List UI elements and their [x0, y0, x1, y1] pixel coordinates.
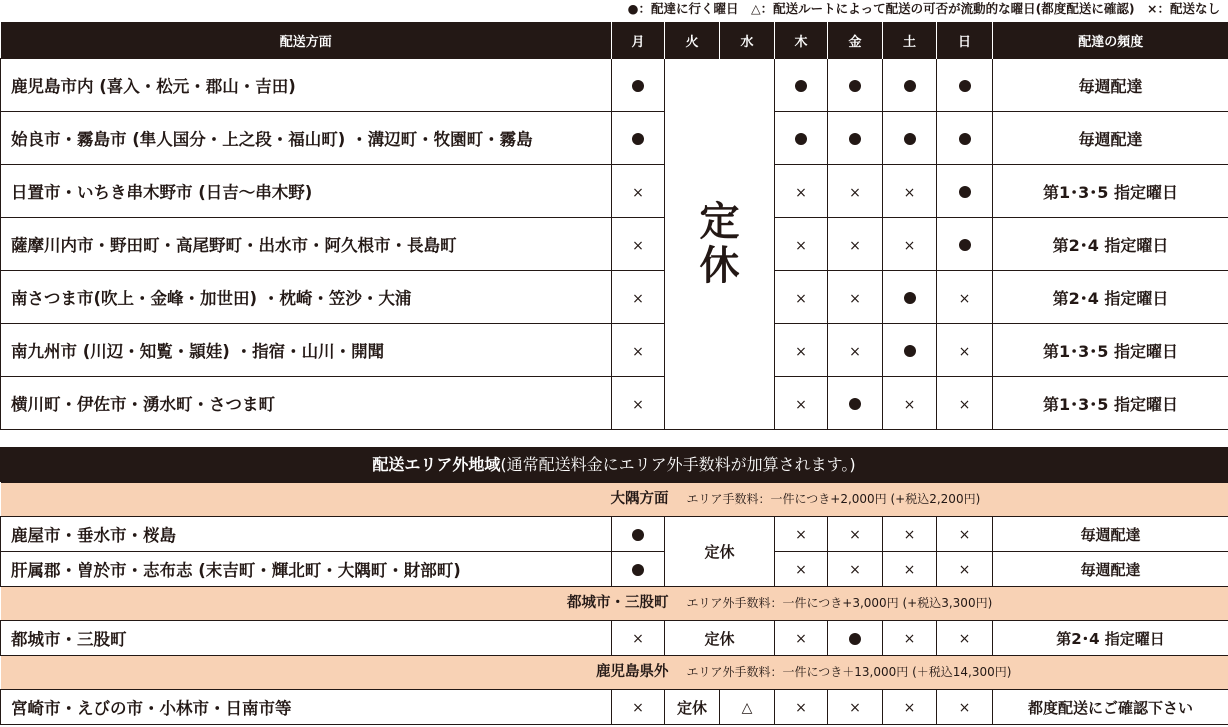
dot-mark	[849, 398, 861, 410]
triangle-mark: △	[741, 700, 753, 716]
dot-mark	[904, 133, 916, 145]
header-row	[1, 22, 1228, 59]
cell-fri	[828, 377, 883, 430]
cell-fri	[828, 59, 883, 112]
frequency: 第2･4 指定曜日	[993, 621, 1228, 656]
cross-mark: ×	[849, 343, 861, 360]
section-row	[1, 587, 1228, 621]
closed-tue-wed: 定休	[665, 517, 775, 587]
section-fee: エリア手数料：一件につき+2,000円 (+税込2,200円)	[686, 492, 981, 506]
cell-sun	[937, 112, 993, 165]
dot-mark	[632, 80, 644, 92]
cell-thu	[775, 165, 828, 218]
dot-mark	[849, 80, 861, 92]
dot-mark	[959, 133, 971, 145]
legend: ●：配達に行く曜日 △：配送ルートによって配送の可否が流動的な曜日(都度配送に確認) ×：配送なし	[627, 1, 1220, 16]
section-name: 大隅方面	[610, 491, 669, 507]
dot-mark	[959, 239, 971, 251]
cell-sat	[883, 377, 937, 430]
cross-mark: ×	[903, 527, 916, 543]
section-name: 鹿児島県外	[596, 664, 669, 680]
cross-mark: ×	[795, 343, 807, 360]
closed-char: 休	[699, 243, 740, 289]
cell-mon	[612, 112, 665, 165]
table-row	[1, 324, 1228, 377]
cross-mark: ×	[958, 527, 971, 543]
cell-sun	[937, 517, 993, 552]
dot-mark	[904, 345, 916, 357]
closed-char: 定	[699, 199, 740, 245]
cross-mark: ×	[958, 562, 971, 578]
cell-sun	[937, 271, 993, 324]
dot-mark	[632, 564, 644, 576]
section-fee: エリア外手数料：一件につき+3,000円 (+税込3,300円)	[686, 596, 993, 610]
area-name: 横川町・伊佐市・湧水町・さつま町	[1, 377, 612, 430]
frequency: 都度配送にご確認下さい	[993, 690, 1228, 725]
header-wed: 水	[720, 22, 775, 59]
frequency: 毎週配達	[993, 517, 1228, 552]
cell-mon	[612, 165, 665, 218]
cross-mark: ×	[958, 631, 971, 647]
cross-mark: ×	[795, 237, 807, 254]
cell-sun	[937, 218, 993, 271]
cell-sun	[937, 552, 993, 587]
cross-mark: ×	[795, 184, 807, 201]
cell-thu	[775, 552, 828, 587]
cross-mark: ×	[795, 700, 807, 716]
cell-thu	[775, 112, 828, 165]
cell-sat	[883, 59, 937, 112]
cross-mark: ×	[632, 700, 644, 716]
cell-sat	[883, 690, 937, 725]
dot-mark	[795, 133, 807, 145]
cell-fri	[828, 324, 883, 377]
closed-tue-wed	[665, 59, 775, 430]
section-inner	[1, 587, 1228, 620]
cross-mark: ×	[849, 184, 861, 201]
frequency: 毎週配達	[993, 552, 1228, 587]
dot-mark	[959, 80, 971, 92]
cross-mark: ×	[849, 700, 861, 716]
cell-sat	[883, 271, 937, 324]
cross-mark: ×	[958, 396, 971, 413]
cross-mark: ×	[795, 396, 807, 413]
dot-mark	[959, 186, 971, 198]
cross-mark: ×	[903, 184, 916, 201]
cell-sun	[937, 621, 993, 656]
frequency: 毎週配達	[993, 112, 1228, 165]
cell-mon	[612, 517, 665, 552]
cross-mark: ×	[958, 343, 971, 360]
outside-body	[1, 483, 1228, 725]
header-mon: 月	[612, 22, 665, 59]
dot-mark	[904, 292, 916, 304]
outside-area-title-note: (通常配送料金にエリア外手数料が加算されます。)	[500, 455, 856, 474]
cell-thu	[775, 271, 828, 324]
cross-mark: ×	[849, 562, 861, 578]
header-frequency: 配達の頻度	[993, 22, 1228, 59]
dot-mark	[849, 133, 861, 145]
cell-sat	[883, 517, 937, 552]
closed-tue-wed: 定休	[665, 621, 775, 656]
area-name: 鹿児島市内 (喜入・松元・郡山・吉田)	[1, 59, 612, 112]
dot-mark	[632, 529, 644, 541]
dot-mark	[849, 633, 861, 645]
outside-area-table	[0, 482, 1228, 725]
table-row	[1, 377, 1228, 430]
cross-mark: ×	[632, 631, 644, 647]
cell-sun	[937, 165, 993, 218]
cell-sat	[883, 621, 937, 656]
cell-thu	[775, 59, 828, 112]
cross-mark: ×	[795, 562, 807, 578]
outside-area-title	[0, 447, 1228, 482]
outside-area-title-bold: 配送エリア外地域	[372, 455, 501, 474]
area-name: 始良市・霧島市 (隼人国分・上之段・福山町) ・溝辺町・牧園町・霧島	[1, 112, 612, 165]
section-inner	[1, 483, 1228, 516]
cross-mark: ×	[632, 396, 644, 413]
section-name: 都城市・三股町	[567, 595, 669, 611]
cross-mark: ×	[849, 237, 861, 254]
cross-mark: ×	[795, 631, 807, 647]
cell-sat	[883, 218, 937, 271]
header-thu: 木	[775, 22, 828, 59]
table-row	[1, 271, 1228, 324]
header-sat: 土	[883, 22, 937, 59]
frequency: 第1･3･5 指定曜日	[993, 165, 1228, 218]
table-row	[1, 59, 1228, 112]
section-fee: エリア外手数料：一件につき＋13,000円 (＋税込14,300円)	[686, 665, 1012, 679]
table-row	[1, 690, 1228, 725]
cell-fri	[828, 218, 883, 271]
table-row	[1, 621, 1228, 656]
cross-mark: ×	[903, 700, 916, 716]
cell-sat	[883, 552, 937, 587]
section-row	[1, 656, 1228, 690]
cross-mark: ×	[795, 290, 807, 307]
area-name: 肝属郡・曽於市・志布志 (末吉町・輝北町・大隅町・財部町)	[1, 552, 612, 587]
cell-thu	[775, 218, 828, 271]
cross-mark: ×	[958, 700, 971, 716]
cross-mark: ×	[632, 184, 644, 201]
section-header	[1, 656, 1228, 690]
area-name: 鹿屋市・垂水市・桜島	[1, 517, 612, 552]
section-inner	[1, 656, 1228, 689]
delivery-schedule-table	[0, 22, 1228, 430]
section-header	[1, 587, 1228, 621]
cell-thu	[775, 517, 828, 552]
frequency: 毎週配達	[993, 59, 1228, 112]
frequency: 第1･3･5 指定曜日	[993, 377, 1228, 430]
section-row	[1, 483, 1228, 517]
cell-mon	[612, 218, 665, 271]
cell-sun	[937, 324, 993, 377]
cell-sat	[883, 112, 937, 165]
cross-mark: ×	[632, 237, 644, 254]
area-name: 南九州市 (川辺・知覧・頴娃) ・指宿・山川・開聞	[1, 324, 612, 377]
cell-sun	[937, 377, 993, 430]
frequency: 第2･4 指定曜日	[993, 218, 1228, 271]
header-fri: 金	[828, 22, 883, 59]
cell-thu	[775, 690, 828, 725]
cell-mon	[612, 621, 665, 656]
header-tue: 火	[665, 22, 720, 59]
cell-mon	[612, 552, 665, 587]
cell-fri	[828, 690, 883, 725]
table-row	[1, 165, 1228, 218]
cross-mark: ×	[849, 527, 861, 543]
header-area: 配送方面	[1, 22, 612, 59]
cell-sat	[883, 324, 937, 377]
cell-mon	[612, 271, 665, 324]
table-row	[1, 218, 1228, 271]
frequency: 第1･3･5 指定曜日	[993, 324, 1228, 377]
cross-mark: ×	[903, 396, 916, 413]
section-header	[1, 483, 1228, 517]
cross-mark: ×	[632, 343, 644, 360]
table-row	[1, 112, 1228, 165]
table-row	[1, 517, 1228, 552]
cross-mark: ×	[903, 237, 916, 254]
cross-mark: ×	[849, 290, 861, 307]
area-name: 都城市・三股町	[1, 621, 612, 656]
cell-fri	[828, 517, 883, 552]
header-sun: 日	[937, 22, 993, 59]
table-row	[1, 552, 1228, 587]
area-name: 宮崎市・えびの市・小林市・日南市等	[1, 690, 612, 725]
closed-tue: 定休	[665, 690, 720, 725]
frequency: 第2･4 指定曜日	[993, 271, 1228, 324]
cell-sun	[937, 59, 993, 112]
cell-thu	[775, 377, 828, 430]
main-body	[1, 59, 1228, 430]
cell-thu	[775, 324, 828, 377]
area-name: 薩摩川内市・野田町・高尾野町・出水市・阿久根市・長島町	[1, 218, 612, 271]
dot-mark	[632, 133, 644, 145]
dot-mark	[795, 80, 807, 92]
dot-mark	[904, 80, 916, 92]
cell-fri	[828, 271, 883, 324]
cross-mark: ×	[903, 562, 916, 578]
cell-mon	[612, 377, 665, 430]
cell-wed	[720, 690, 775, 725]
cell-sun	[937, 690, 993, 725]
cell-fri	[828, 112, 883, 165]
cell-sat	[883, 165, 937, 218]
cross-mark: ×	[903, 631, 916, 647]
cross-mark: ×	[632, 290, 644, 307]
cell-thu	[775, 621, 828, 656]
cell-mon	[612, 690, 665, 725]
cell-fri	[828, 621, 883, 656]
cross-mark: ×	[795, 527, 807, 543]
cell-fri	[828, 165, 883, 218]
cell-mon	[612, 324, 665, 377]
cross-mark: ×	[958, 290, 971, 307]
cell-fri	[828, 552, 883, 587]
area-name: 南さつま市(吹上・金峰・加世田) ・枕崎・笠沙・大浦	[1, 271, 612, 324]
area-name: 日置市・いちき串木野市 (日吉〜串木野)	[1, 165, 612, 218]
cell-mon	[612, 59, 665, 112]
